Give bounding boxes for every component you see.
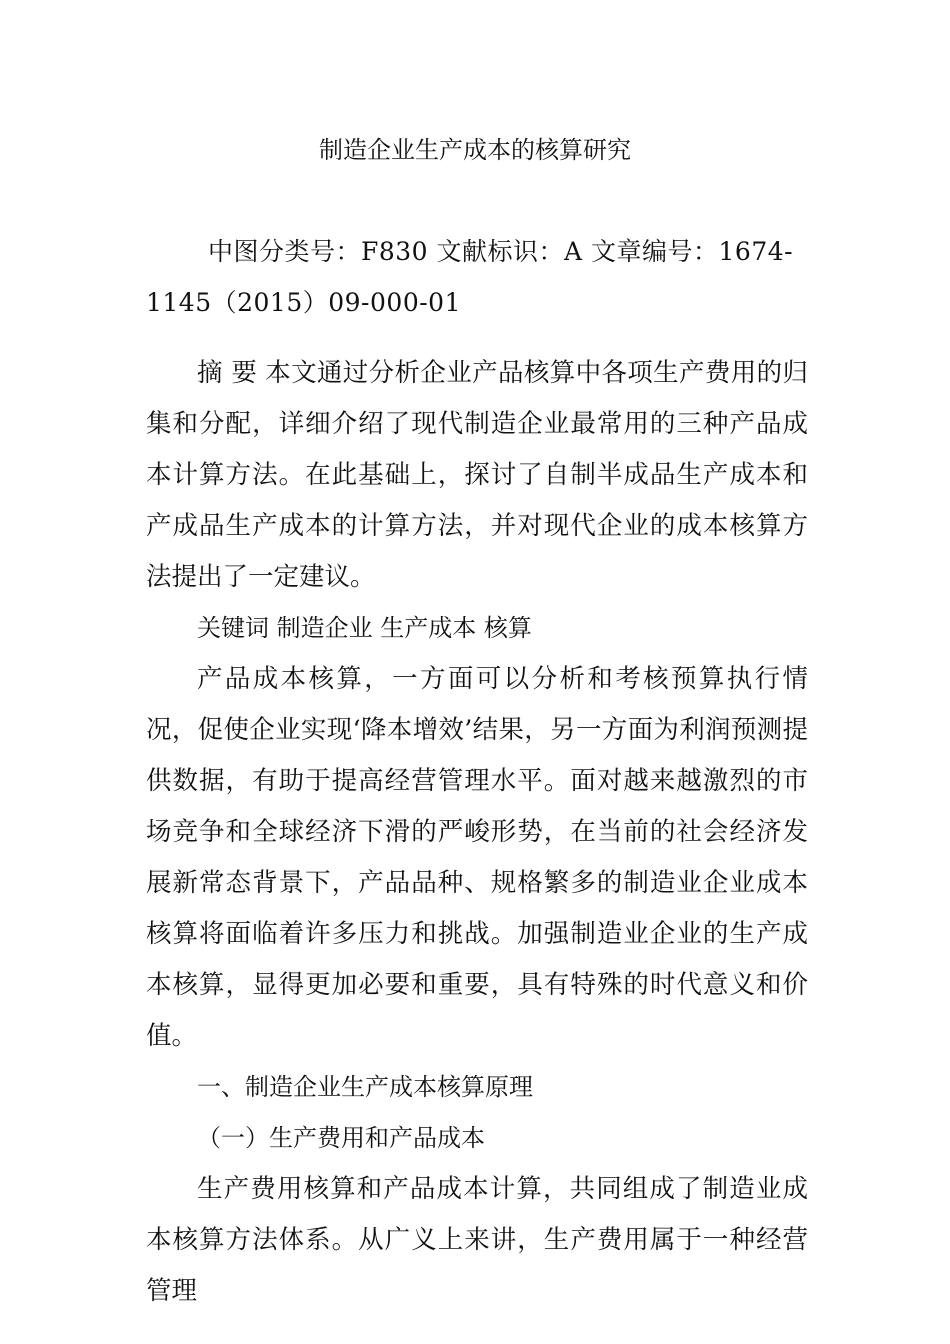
abstract-label: 摘 要 bbox=[197, 358, 258, 388]
keywords: 关键词 制造企业 生产成本 核算 bbox=[197, 614, 532, 642]
document-title: 制造企业生产成本的核算研究 bbox=[319, 136, 631, 164]
document-body bbox=[146, 348, 808, 1317]
subsection-heading: （一）生产费用和产品成本 bbox=[197, 1124, 485, 1152]
abstract-paragraph bbox=[146, 348, 808, 603]
subsection-paragraph: 生产费用核算和产品成本计算，共同组成了制造业成本核算方法体系。从广义上来讲，生产费用属于一种经营管理 bbox=[146, 1174, 808, 1306]
intro-paragraph: 产品成本核算，一方面可以分析和考核预算执行情况，促使企业实现‘降本增效’结果，另一方面为利润预测提供数据，有助于提高经营管理水平。面对越来越激烈的市场竞争和全球经济下滑的严峻形势，在当前的社会经济发展新常态背景下，产品品种、规格繁多的制造业企业成本核算将面临着许多压力和挑战。加强制造业企业的生产成本核算，显得更加必要和重要，具有特殊的时代意义和价值。 bbox=[146, 664, 808, 1051]
classification-line-1: 中图分类号：F830 文献标识：A 文章编号：1674- bbox=[208, 237, 794, 266]
classification-info bbox=[146, 226, 806, 328]
classification-line-2: 1145（2015）09-000-01 bbox=[146, 288, 461, 317]
section-heading: 一、制造企业生产成本核算原理 bbox=[197, 1073, 533, 1101]
abstract-text: 本文通过分析企业产品核算中各项生产费用的归集和分配，详细介绍了现代制造企业最常用的三种产品成本计算方法。在此基础上，探讨了自制半成品生产成本和产成品生产成本的计算方法，并对现代企业的成本核算方法提出了一定建议。 bbox=[146, 358, 808, 592]
